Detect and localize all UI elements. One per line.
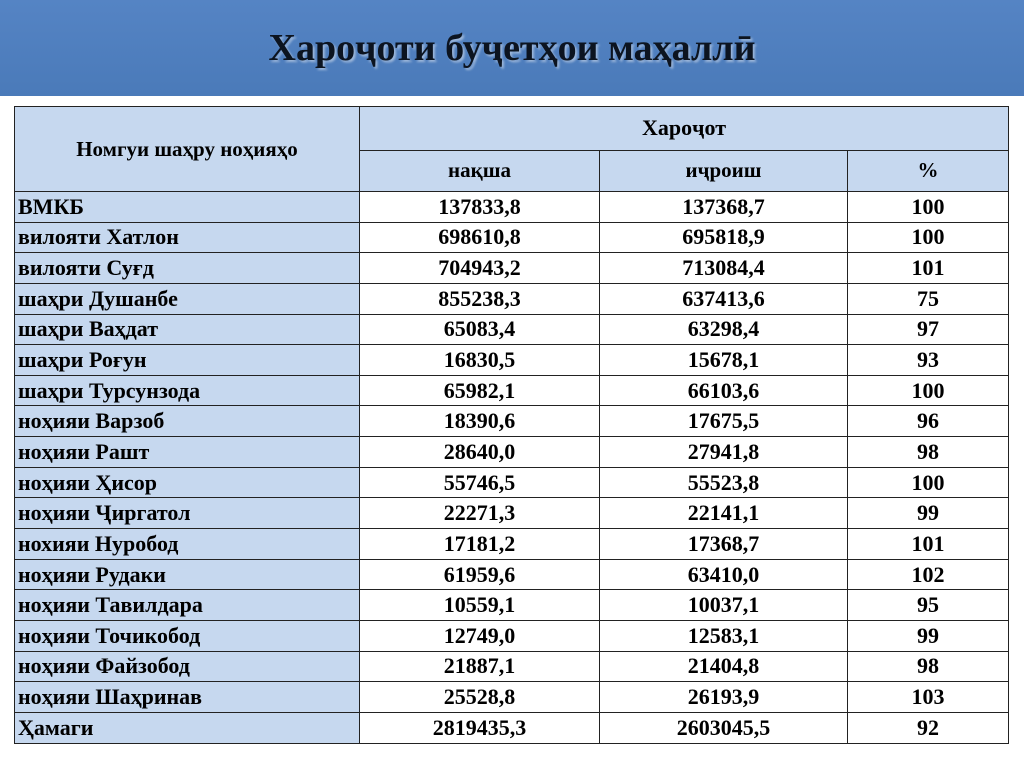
execution-cell: 22141,1: [600, 498, 848, 529]
expenditure-table-container: [14, 106, 1009, 744]
table-row: [15, 559, 1009, 590]
header-expenditure-group: Хароҷот: [360, 107, 1009, 151]
region-name-cell: шаҳри Турсунзода: [15, 375, 360, 406]
table-row: [15, 345, 1009, 376]
region-name-cell: нохияи Нуробод: [15, 529, 360, 560]
execution-cell: 17675,5: [600, 406, 848, 437]
execution-cell: 63298,4: [600, 314, 848, 345]
plan-cell: 65083,4: [360, 314, 600, 345]
percent-cell: 99: [848, 620, 1009, 651]
region-name-cell: ноҳияи Шаҳринав: [15, 682, 360, 713]
plan-cell: 61959,6: [360, 559, 600, 590]
plan-cell: 10559,1: [360, 590, 600, 621]
execution-cell: 26193,9: [600, 682, 848, 713]
region-name-cell: Ҳамаги: [15, 712, 360, 743]
percent-cell: 100: [848, 192, 1009, 223]
table-row: [15, 682, 1009, 713]
percent-cell: 100: [848, 222, 1009, 253]
header-name-column: Номгуи шаҳру ноҳияҳо: [15, 107, 360, 192]
table-row: [15, 498, 1009, 529]
execution-cell: 695818,9: [600, 222, 848, 253]
region-name-cell: ноҳияи Ҷиргатол: [15, 498, 360, 529]
execution-cell: 12583,1: [600, 620, 848, 651]
execution-cell: 637413,6: [600, 283, 848, 314]
region-name-cell: шаҳри Душанбе: [15, 283, 360, 314]
region-name-cell: ноҳияи Ҳисор: [15, 467, 360, 498]
percent-cell: 100: [848, 375, 1009, 406]
execution-cell: 17368,7: [600, 529, 848, 560]
expenditure-table: [14, 106, 1009, 744]
plan-cell: 65982,1: [360, 375, 600, 406]
percent-cell: 101: [848, 529, 1009, 560]
table-row: [15, 375, 1009, 406]
region-name-cell: ВМКБ: [15, 192, 360, 223]
plan-cell: 18390,6: [360, 406, 600, 437]
plan-cell: 2819435,3: [360, 712, 600, 743]
region-name-cell: шаҳри Роғун: [15, 345, 360, 376]
percent-cell: 75: [848, 283, 1009, 314]
header-percent: %: [848, 150, 1009, 192]
percent-cell: 103: [848, 682, 1009, 713]
region-name-cell: шаҳри Ваҳдат: [15, 314, 360, 345]
execution-cell: 27941,8: [600, 437, 848, 468]
percent-cell: 95: [848, 590, 1009, 621]
execution-cell: 21404,8: [600, 651, 848, 682]
percent-cell: 100: [848, 467, 1009, 498]
execution-cell: 15678,1: [600, 345, 848, 376]
page-title: Хароҷоти буҷетҳои маҳаллӣ: [268, 27, 756, 69]
table-header: [15, 107, 1009, 192]
table-row: [15, 192, 1009, 223]
percent-cell: 92: [848, 712, 1009, 743]
percent-cell: 98: [848, 437, 1009, 468]
execution-cell: 713084,4: [600, 253, 848, 284]
table-body: [15, 192, 1009, 744]
percent-cell: 102: [848, 559, 1009, 590]
table-row: [15, 253, 1009, 284]
plan-cell: 17181,2: [360, 529, 600, 560]
table-row: [15, 437, 1009, 468]
table-row: [15, 222, 1009, 253]
region-name-cell: ноҳияи Рудаки: [15, 559, 360, 590]
percent-cell: 97: [848, 314, 1009, 345]
execution-cell: 55523,8: [600, 467, 848, 498]
table-row: [15, 467, 1009, 498]
region-name-cell: ноҳияи Точикобод: [15, 620, 360, 651]
plan-cell: 22271,3: [360, 498, 600, 529]
execution-cell: 10037,1: [600, 590, 848, 621]
plan-cell: 28640,0: [360, 437, 600, 468]
percent-cell: 99: [848, 498, 1009, 529]
execution-cell: 137368,7: [600, 192, 848, 223]
region-name-cell: вилояти Хатлон: [15, 222, 360, 253]
table-row: [15, 529, 1009, 560]
plan-cell: 12749,0: [360, 620, 600, 651]
table-row: [15, 620, 1009, 651]
table-row: [15, 406, 1009, 437]
table-row: [15, 314, 1009, 345]
plan-cell: 698610,8: [360, 222, 600, 253]
region-name-cell: вилояти Суғд: [15, 253, 360, 284]
table-row: [15, 712, 1009, 743]
plan-cell: 855238,3: [360, 283, 600, 314]
plan-cell: 137833,8: [360, 192, 600, 223]
percent-cell: 101: [848, 253, 1009, 284]
header-execution: иҷроиш: [600, 150, 848, 192]
percent-cell: 93: [848, 345, 1009, 376]
table-row: [15, 651, 1009, 682]
execution-cell: 63410,0: [600, 559, 848, 590]
plan-cell: 21887,1: [360, 651, 600, 682]
region-name-cell: ноҳияи Рашт: [15, 437, 360, 468]
region-name-cell: ноҳияи Варзоб: [15, 406, 360, 437]
plan-cell: 16830,5: [360, 345, 600, 376]
table-row: [15, 590, 1009, 621]
percent-cell: 96: [848, 406, 1009, 437]
execution-cell: 2603045,5: [600, 712, 848, 743]
region-name-cell: ноҳияи Тавилдара: [15, 590, 360, 621]
plan-cell: 25528,8: [360, 682, 600, 713]
region-name-cell: ноҳияи Файзобод: [15, 651, 360, 682]
execution-cell: 66103,6: [600, 375, 848, 406]
plan-cell: 55746,5: [360, 467, 600, 498]
table-row: [15, 283, 1009, 314]
header-plan: нақша: [360, 150, 600, 192]
percent-cell: 98: [848, 651, 1009, 682]
plan-cell: 704943,2: [360, 253, 600, 284]
